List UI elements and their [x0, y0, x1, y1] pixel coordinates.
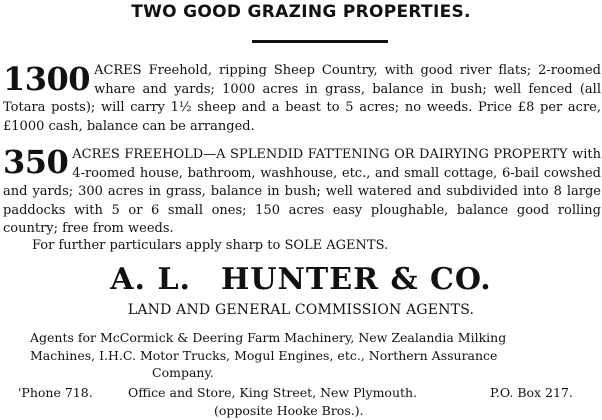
property-1-description: ACRES Freehold, ripping Sheep Country, with good river flats; 2-roomed whare and yards; 1000 acres in grass, balance in bush; well fenced (all Totara posts); will carry 1½ sheep and a beast to 5 acres; no weeds. Price £8 per acre, £1000 cash, balance can be arranged. — [3, 63, 601, 134]
address-note: (opposite Hooke Bros.). — [214, 403, 364, 418]
property-2-listing — [3, 143, 601, 239]
property-1-acres: 1300 — [3, 60, 91, 98]
firm-surname: HUNTER & CO. — [220, 262, 492, 297]
agency-list-text: Agents for McCormick & Deering Farm Machinery, New Zealandia Milking Machines, I.H.C. Motor Trucks, Mogul Engines, etc., Northern Assurance — [30, 330, 507, 363]
po-box: P.O. Box 217. — [490, 385, 573, 400]
agency-list — [30, 329, 570, 382]
firm-initials: A. L. — [110, 262, 191, 297]
agency-list-end: Company. — [152, 365, 214, 380]
ad-headline: TWO GOOD GRAZING PROPERTIES. — [131, 2, 471, 22]
property-2-acres: 350 — [3, 143, 69, 181]
headline-rule — [252, 40, 388, 43]
property-1-listing — [3, 62, 601, 136]
office-address: Office and Store, King Street, New Plymouth. — [128, 385, 418, 400]
firm-name — [0, 263, 602, 297]
phone-number: 'Phone 718. — [18, 385, 93, 400]
firm-subtitle: LAND AND GENERAL COMMISSION AGENTS. — [127, 302, 475, 318]
further-particulars: For further particulars apply sharp to SOLE AGENTS. — [32, 238, 389, 253]
property-2-description: ACRES FREEHOLD—A SPLENDID FATTENING OR DAIRYING PROPERTY with 4-roomed house, bathroom, washhouse, etc., and small cottage, 6-bail cowshed and yards; 300 acres in grass, balance in bush; well watered and subdivided into 8 large paddocks with 5 or 6 small ones; 150 acres easy ploughable, balance good rolling country; free from weeds. — [3, 147, 601, 236]
